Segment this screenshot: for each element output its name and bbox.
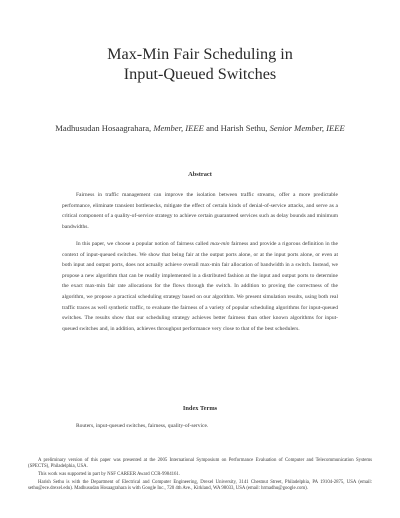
author-line bbox=[0, 123, 400, 134]
abstract-heading: Abstract bbox=[188, 171, 212, 178]
abstract-p2-before: In this paper, we choose a popular notion of fairness called bbox=[76, 241, 209, 247]
abstract-p2-emphasis: max-min bbox=[210, 241, 230, 247]
abstract-paragraph-1: Fairness in traffic management can improve the isolation between traffic streams, offer a more predictable performance, eliminate transient bottlenecks, mitigate the effect of certain kinds of denial-of-service attacks, and serve as a critical component of a quality-of-service strategy to achieve certain guaranteed services such as delay bounds and minimum bandwidths. bbox=[62, 192, 338, 230]
footnote-1: A preliminary version of this paper was presented at the 2005 International Symposium on Performance Evaluation of Computer and Telecommunication Systems (SPECTS), Philadelphia, USA. bbox=[28, 458, 372, 470]
index-terms-text: Routers, input-queued switches, fairness, quality-of-service. bbox=[76, 423, 209, 429]
paper-title-line-1: Max-Min Fair Scheduling in bbox=[107, 45, 293, 63]
abstract-paragraph-2 bbox=[62, 239, 338, 334]
paper-title-line-2: Input-Queued Switches bbox=[123, 65, 277, 83]
author-1-role: Member, IEEE bbox=[153, 123, 204, 133]
footnote-2: This work was supported in part by NSF CAREER Award CCR-9984161. bbox=[38, 472, 180, 478]
index-terms-heading: Index Terms bbox=[182, 405, 218, 412]
abstract-p2-after: fairness and provide a rigorous definition in the context of input-queued switches. We show that being fair at the output ports alone, or at the input ports alone, or even at both input and output ports, does not actually achieve overall max-min fair allocation of bandwidth in a switch. Instead, we propose a new algorithm that can be readily implemented in a distributed fashion at the input and output ports to determine the exact max-min fair rate allocations for the flows through the switch. In addition to proving the correctness of the algorithm, we propose a practical scheduling strategy based on our algorithm. We present simulation results, using both real traffic traces as well synthetic traffic, to evaluate the fairness of a variety of popular scheduling algorithms for input-queued switches. The results show that our scheduling strategy achieves better fairness than other known algorithms for input-queued switches and, in addition, achieves throughput performance very close to that of the best schedulers. bbox=[62, 241, 338, 332]
author-1-name: Madhusudan Hosaagrahara, bbox=[55, 123, 152, 133]
author-2-role: Senior Member, IEEE bbox=[269, 123, 345, 133]
footnotes bbox=[28, 458, 372, 494]
author-connector: and Harish Sethu, bbox=[206, 123, 268, 133]
footnote-3: Harish Sethu is with the Department of Electrical and Computer Engineering, Drexel University, 3141 Chestnut Street, Philadelphia, PA 19104-2875, USA (email: sethu@ece.drexel.edu). Madhusudan Hosaagrahara is with Google Inc., 720 4th Ave., Kirkland, WA 98033, USA (email: hrmadhu@google.com). bbox=[28, 479, 372, 492]
